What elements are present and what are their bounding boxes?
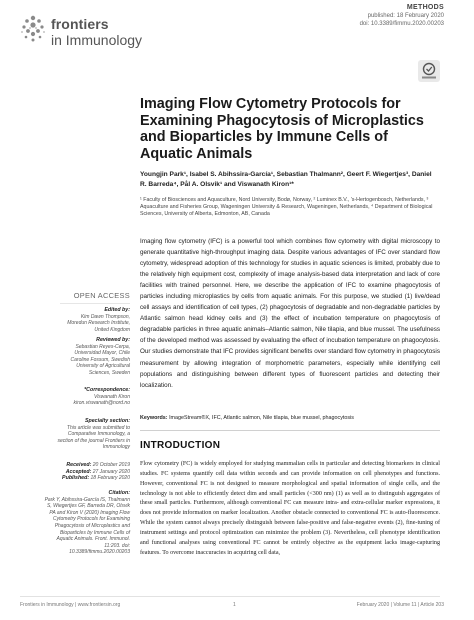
- reviewed-by-label: Reviewed by:: [96, 337, 130, 343]
- published-label: Published:: [62, 475, 90, 482]
- check-updates-badge[interactable]: [418, 60, 440, 82]
- article-meta: [360, 4, 444, 28]
- citation-block: [20, 490, 130, 556]
- journal-name: frontiers: [51, 16, 109, 32]
- journal-logo[interactable]: [18, 14, 208, 52]
- footer-volume: February 2020 | Volume 11 | Article 203: [356, 602, 444, 608]
- frontiers-logo-icon: [18, 14, 48, 44]
- author-list[interactable]: Youngjin Park¹, Isabel S. Abihssira-García¹, Sebastian Thalmann², Geert F. Wiegertjes³, Daniel R. Barreda⁴, Pål A. Olsvik¹ and Viswanath Kiron¹*: [140, 171, 432, 188]
- accepted-date: 27 January 2020: [92, 468, 130, 475]
- edited-by-label: Edited by:: [104, 307, 130, 313]
- doi-link[interactable]: doi: 10.3389/fimmu.2020.00203: [359, 21, 444, 27]
- edited-by-block: [20, 307, 130, 333]
- affiliations: ¹ Faculty of Biosciences and Aquaculture, Nord University, Bodø, Norway, ² Luminex B.V., 's-Hertogenbosch, Netherlands, ³ Aquaculture and Fisheries Group, Wageningen University & Research, Wageningen, Netherlands, ⁴ Department of Biological Sciences, University of Alberta, Edmonton, AB, Canada: [140, 197, 433, 217]
- citation-value: Park Y, Abihssira-García IS, Thalmann S, Wiegertjes GF, Barreda DR, Olsvik PA and Kiron V (2020) Imaging Flow Cytometry Protocols for Examining Phagocytosis of Microplastics and Bioparticles by Immune Cells of Aquatic Animals. Front. Immunol. 11:203. doi: 10.3389/fimmu.2020.00203: [44, 496, 130, 556]
- dates-block: [20, 462, 130, 482]
- article-type: METHODS: [406, 4, 444, 11]
- specialty-block: [20, 418, 130, 451]
- abstract: Imaging flow cytometry (IFC) is a powerful tool which combines flow cytometry with digital microscopy to generate quantitative high-throughput imaging data. Despite various advantages of IFC over standard flow cytometry, widespread adoption of this technology for studies in aquatic sciences is limited, probably due to the relatively high equipment cost, complexity of image analysis-based data interpretation and lack of core facilities with trained personnel. Here, we describe the application of IFC to examine phagocytosis of particles including microplastics by cells from aquatic animals. For this purpose, we studied (1) live/dead cell assays and identification of cell types, (2) phagocytosis of degradable and non-degradable particles by Atlantic salmon head kidney cells and (3) the effect of incubation temperature on phagocytosis of degradable particles in three aquatic animals–Atlantic salmon, Nile tilapia, and blue mussel. The usefulness of the developed method was assessed by evaluating the effect of incubation temperature on phagocytosis. Our studies demonstrate that IFC provides significant benefits over standard flow cytometry in phagocytosis measurement by allowing integration of morphometric parameters, especially while identifying cell populations and distinguishing between different types of fluorescent particles and detecting their localization.: [140, 238, 440, 389]
- correspondence-value[interactable]: Viswanath Kiron kiron.viswanath@nord.no: [73, 393, 130, 407]
- accepted-label: Accepted:: [65, 468, 92, 475]
- reviewed-by-value: Sebastian Reyes-Cerpa, Universidad Mayor, Chile Caroline Fossum, Swedish University of Agricultural Sciences, Sweden: [70, 343, 130, 376]
- check-updates-icon: [418, 60, 440, 82]
- intro-heading: INTRODUCTION: [140, 440, 221, 451]
- correspondence-label: *Correspondence:: [84, 387, 130, 393]
- received-label: Received:: [66, 462, 92, 468]
- journal-subtitle: in Immunology: [51, 32, 143, 48]
- specialty-value: This article was submitted to Comparative Immunology, a section of the journal Frontiers in Immunology: [57, 424, 130, 451]
- published-date-side: 18 February 2020: [90, 475, 130, 482]
- specialty-label: Specialty section:: [84, 418, 130, 424]
- correspondence-block: [20, 387, 130, 407]
- open-access-label: OPEN ACCESS: [73, 291, 130, 300]
- section-divider: [140, 430, 440, 431]
- sidebar-divider: [60, 303, 130, 304]
- article-title: Imaging Flow Cytometry Protocols for Examining Phagocytosis of Microplastics and Bioparticles by Immune Cells of Aquatic Animals: [140, 96, 424, 162]
- keywords: [140, 414, 440, 422]
- keywords-list: ImageStream®X, IFC, Atlantic salmon, Nile tilapia, blue mussel, phagocytosis: [169, 415, 354, 421]
- reviewed-by-block: [20, 337, 130, 377]
- published-date: published: 18 February 2020: [367, 13, 444, 19]
- footer-divider: [20, 596, 440, 597]
- citation-label: Citation:: [108, 490, 130, 496]
- received-date: 20 October 2019: [92, 462, 130, 468]
- intro-text: Flow cytometry (FC) is widely employed for studying mammalian cells in particular and detecting biomarkers in clinical studies. FC systems quantify cell data within seconds and can provide information on cell phenotypes and functions. However, conventional FC is not designed to measure morphological and spatial information of single cells, and the technology is not able to efficiently detect dim and small particles (<300 nm) (1) as well as to distinguish aggregates of these small particles. Furthermore, although conventional FC can measure intra- and extra-cellular marker expressions, it does not provide information on marker localization. Another obstacle connected to conventional FC is auto-fluorescence. While the system cannot always precisely distinguish between false-positive and false-negative events (2), fine-tuning of instrument settings and protocol optimization can minimize the problem (3). Nevertheless, cell phenotype identification and functional analyses using conventional FC cannot be entirely objective as the equipment lacks image-capturing features. To overcome inaccuracies in acquiring cell data,: [140, 461, 440, 556]
- page-number: 1: [233, 602, 236, 608]
- edited-by-value: Kim Dawn Thompson, Moredun Research Institute, United Kingdom: [67, 313, 130, 333]
- keywords-label: Keywords:: [140, 415, 168, 421]
- footer-journal[interactable]: Frontiers in Immunology | www.frontiersin.org: [20, 602, 121, 608]
